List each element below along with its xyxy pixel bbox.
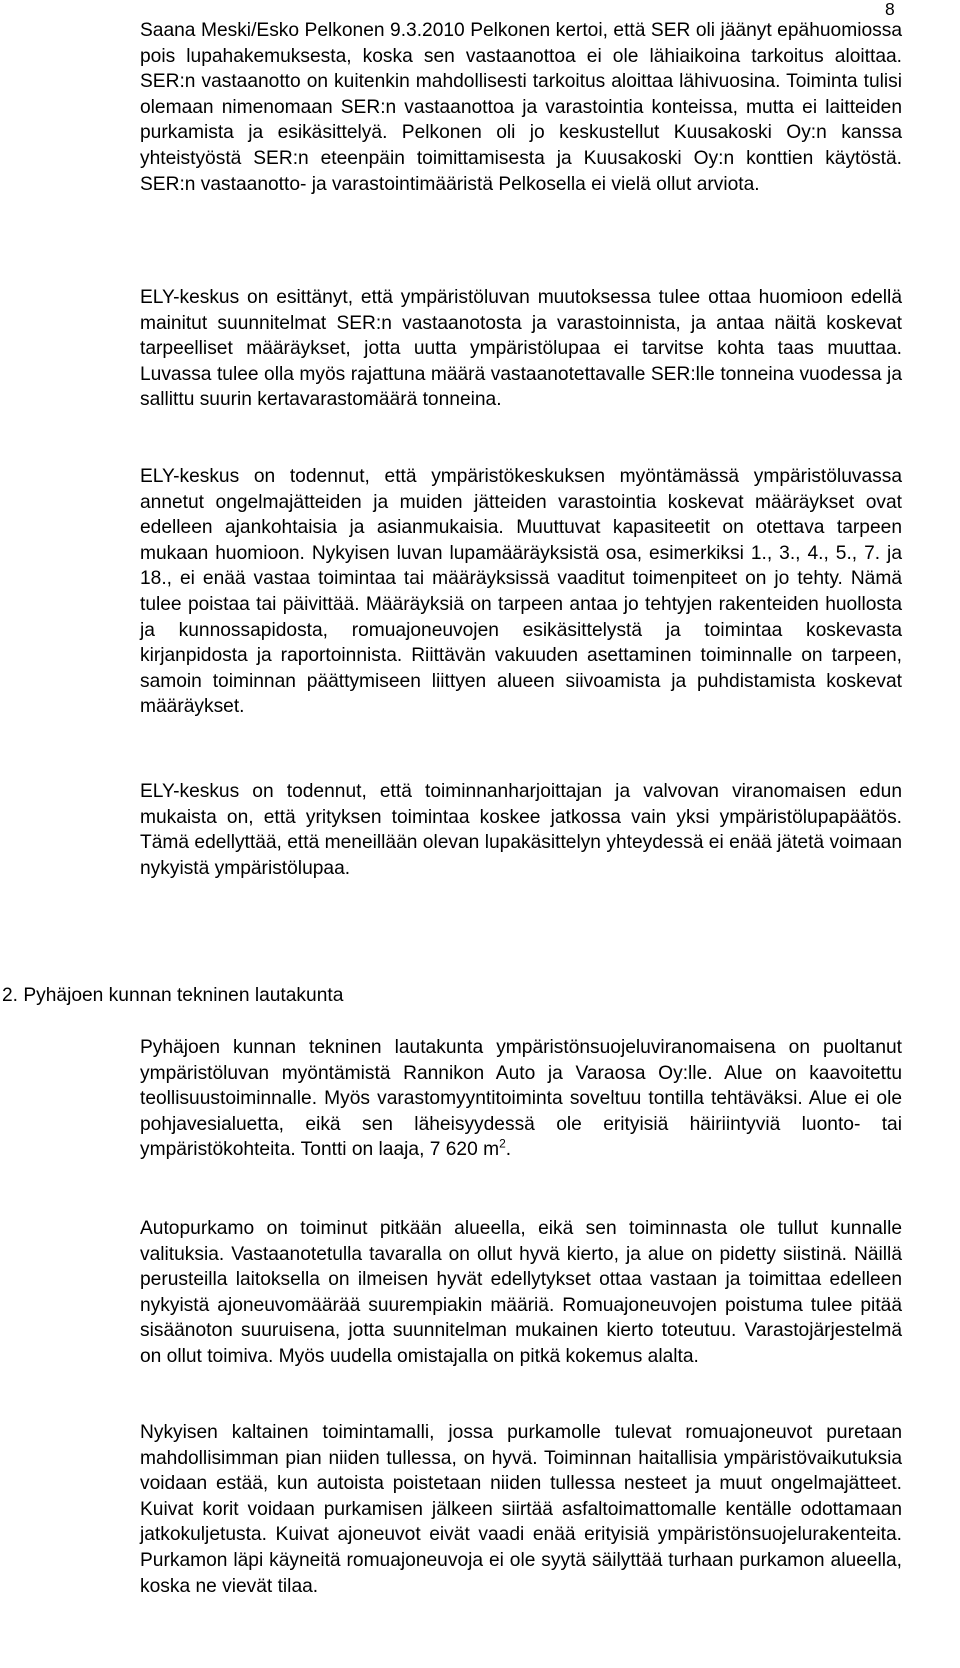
paragraph-period: . bbox=[505, 1139, 512, 1161]
paragraph-meeting-note: Saana Meski/Esko Pelkonen 9.3.2010 Pelkonen kertoi, että SER oli jäänyt epähuomiossa pois lupahakemuksesta, koska sen vastaanottoa ei ole lähiaikoina tarkoitus aloittaa. SER:n vastaanotto on kuitenkin mahdollisesti tarkoitus aloittaa lähivuosina. Toiminta tulisi olemaan nimenomaan SER:n vastaanottoa ja varastointia konteissa, mutta ei laitteiden purkamista ja esikäsittelyä. Pelkonen oli jo keskustellut Kuusakoski Oy:n kanssa yhteistyöstä SER:n eteenpäin toimittamisesta ja Kuusakoski Oy:n konttien käytöstä. SER:n vastaanotto- ja varastointimääristä Pelkosella ei vielä ollut arviota. bbox=[140, 20, 902, 195]
page-number: 8 bbox=[885, 0, 895, 19]
paragraph-ely-single-permit: ELY-keskus on todennut, että toiminnanharjoittajan ja valvovan viranomaisen edun mukaista on, että yrityksen toimintaa koskee jatkossa vain yksi ympäristölupapäätös. Tämä edellyttää, että meneillään olevan lupakäsittelyn yhteydessä ei enää jätetä voimaan nykyistä ympäristölupaa. bbox=[140, 781, 902, 879]
paragraph-ely-storage-regulations: ELY-keskus on todennut, että ympäristökeskuksen myöntämässä ympäristöluvassa annetut ongelmajätteiden ja muiden jätteiden varastointia koskevat määräykset ovat edelleen ajankohtaisia ja asianmukaisia. Muuttuvat kapasiteetit on otettava tarpeen mukaan huomioon. Nykyisen luvan lupamääräyksistä osa, esimerkiksi 1., 3., 4., 5., 7. ja 18., ei enää vastaa toimintaa tai määräyksissä vaaditut toimenpiteet on jo tehty. Nämä tulee poistaa tai päivittää. Määräyksiä on tarpeen antaa jo tehtyjen rakenteiden huollosta ja kunnossapidosta, romuajoneuvojen esikäsittelystä ja toimintaa koskevasta kirjanpidosta ja raportoinnista. Riittävän vakuuden asettaminen toiminnalle on tarpeen, samoin toiminnan päättymiseen liittyen alueen siivoamista ja puhdistamista koskevat määräykset. bbox=[140, 466, 902, 718]
paragraph-municipal-board-text: Pyhäjoen kunnan tekninen lautakunta ympäristönsuojeluviranomaisena on puoltanut ympäristöluvan myöntämistä Rannikon Auto ja Varaosa Oy:lle. Alue on kaavoitettu teollisuustoiminnalle. Myös varastomyyntitoiminta soveltuu tontilla tehtäväksi. Alue ei ole pohjavesialuetta, eikä sen läheisyydessä ole erityisiä häiriintyviä luonto- tai ympäristökohteita. Tontti on laaja, 7 620 m bbox=[140, 1037, 902, 1161]
paragraph-municipal-board-opinion bbox=[140, 1035, 902, 1163]
section-heading: 2. Pyhäjoen kunnan tekninen lautakunta bbox=[2, 985, 344, 1006]
paragraph-ely-ser-requirements: ELY-keskus on esittänyt, että ympäristöluvan muutoksessa tulee ottaa huomioon edellä mainitut suunnitelmat SER:n vastaanotosta ja varastoinnista, ja antaa näitä koskevat tarpeelliset määräykset, jotta uutta ympäristölupaa ei tarvitse kohta taas muuttaa. Luvassa tulee olla myös rajattuna määrä vastaanotettavalle SER:lle tonneina vuodessa ja sallittu suurin kertavarastomäärä tonneina. bbox=[140, 287, 902, 411]
paragraph-operating-model: Nykyisen kaltainen toimintamalli, jossa purkamolle tulevat romuajoneuvot puretaan mahdollisimman pian niiden tullessa, on hyvä. Toiminnan haitallisia ympäristövaikutuksia voidaan estää, kun autoista poistetaan niiden tullessa nesteet ja muut ongelmajätteet. Kuivat korit voidaan purkamisen jälkeen siirtää asfaltoimattomalle kentälle odottamaan jatkokuljetusta. Kuivat ajoneuvot eivät vaadi enää erityisiä ympäristönsuojelurakenteita. Purkamon läpi käyneitä romuajoneuvoja ei ole syytä säilyttää turhaan purkamon alueella, koska ne vievät tilaa. bbox=[140, 1422, 902, 1597]
superscript-squared: 2 bbox=[499, 1136, 506, 1151]
paragraph-scrapyard-history: Autopurkamo on toiminut pitkään alueella, eikä sen toiminnasta ole tullut kunnalle valituksia. Vastaanotetulla tavaralla on ollut hyvä kierto, ja alue on pidetty siistinä. Näillä perusteilla laitoksella on ilmeisen hyvät edellytykset ottaa vastaan ja toimittaa edelleen nykyistä ajoneuvomäärää suurempiakin määriä. Romuajoneuvojen poistuma tulee pitää sisäänoton suuruisena, jotta suunnitelman mukainen kierto toteutuu. Varastojärjestelmä on ollut toimiva. Myös uudella omistajalla on pitkä kokemus alalta. bbox=[140, 1218, 902, 1367]
